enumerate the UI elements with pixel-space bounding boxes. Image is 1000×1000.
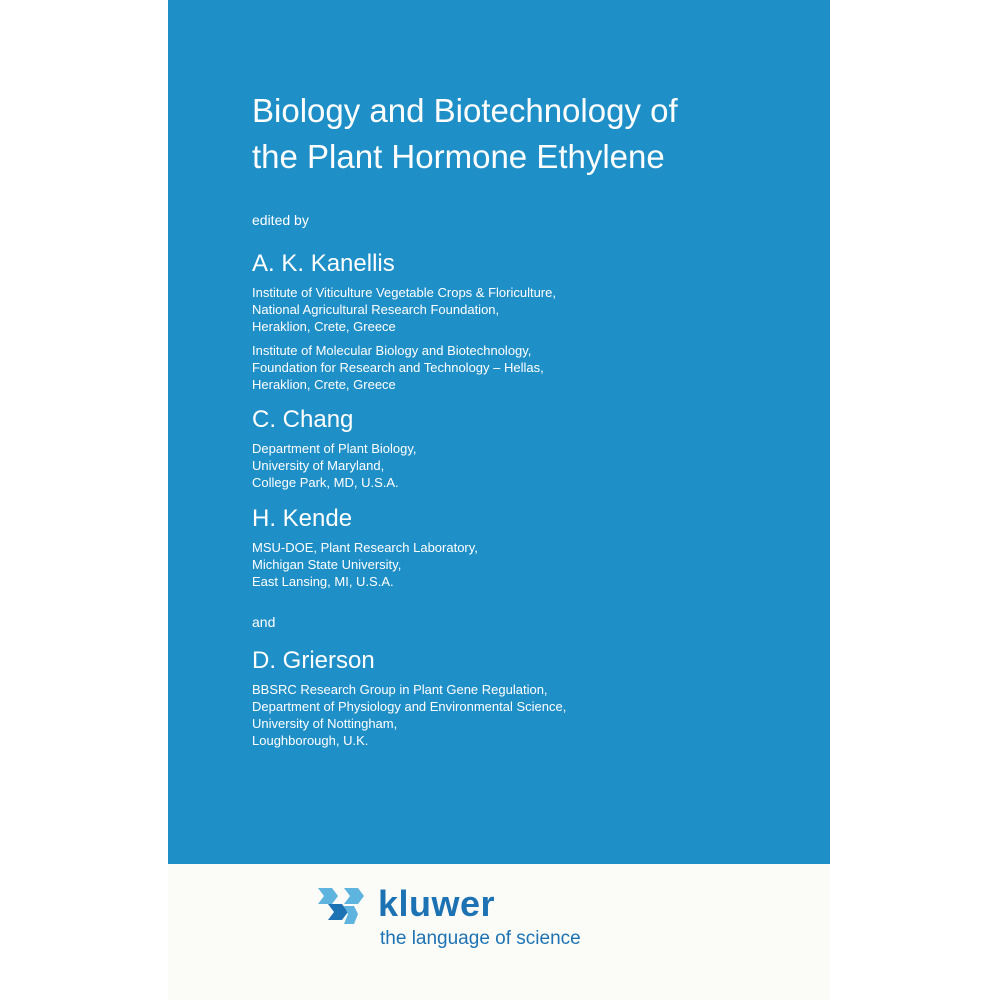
and-conjunction: and bbox=[252, 614, 276, 630]
affiliation-line: MSU-DOE, Plant Research Laboratory, bbox=[252, 540, 478, 555]
affiliation-line: Loughborough, U.K. bbox=[252, 733, 369, 748]
book-title bbox=[252, 88, 812, 180]
affiliation-line: BBSRC Research Group in Plant Gene Regulation, bbox=[252, 682, 548, 697]
publisher-logo bbox=[318, 880, 618, 960]
affiliation-line: Department of Physiology and Environmental Science, bbox=[252, 699, 567, 714]
editor-block-grierson bbox=[252, 647, 566, 749]
book-cover bbox=[168, 0, 830, 1000]
editor-block-kanellis bbox=[252, 250, 556, 393]
editor-name: C. Chang bbox=[252, 406, 354, 433]
publisher-tagline: the language of science bbox=[380, 928, 581, 949]
editor-affiliation bbox=[252, 342, 556, 393]
editor-block-chang bbox=[252, 406, 417, 491]
kluwer-logo-icon bbox=[318, 882, 364, 928]
affiliation-line: East Lansing, MI, U.S.A. bbox=[252, 574, 394, 589]
editor-name: A. K. Kanellis bbox=[252, 250, 395, 277]
editor-affiliation bbox=[252, 681, 566, 749]
affiliation-line: National Agricultural Research Foundation, bbox=[252, 302, 500, 317]
affiliation-line: Michigan State University, bbox=[252, 557, 402, 572]
affiliation-line: Heraklion, Crete, Greece bbox=[252, 377, 396, 392]
title-line-2: the Plant Hormone Ethylene bbox=[252, 138, 665, 175]
editor-affiliation bbox=[252, 440, 417, 491]
affiliation-line: Heraklion, Crete, Greece bbox=[252, 319, 396, 334]
affiliation-line: Foundation for Research and Technology – Hellas, bbox=[252, 360, 544, 375]
affiliation-line: Department of Plant Biology, bbox=[252, 441, 417, 456]
publisher-name: kluwer bbox=[378, 883, 496, 924]
editor-block-kende bbox=[252, 505, 478, 590]
title-line-1: Biology and Biotechnology of bbox=[252, 92, 678, 129]
affiliation-line: Institute of Viticulture Vegetable Crops & Floriculture, bbox=[252, 285, 556, 300]
affiliation-line: University of Maryland, bbox=[252, 458, 385, 473]
affiliation-line: Institute of Molecular Biology and Biotechnology, bbox=[252, 343, 532, 358]
cover-blue-panel bbox=[168, 0, 830, 864]
edited-by-label: edited by bbox=[252, 212, 309, 228]
editor-name: D. Grierson bbox=[252, 647, 375, 674]
editor-affiliation bbox=[252, 539, 478, 590]
affiliation-line: College Park, MD, U.S.A. bbox=[252, 475, 399, 490]
affiliation-line: University of Nottingham, bbox=[252, 716, 398, 731]
editor-name: H. Kende bbox=[252, 505, 353, 532]
editor-affiliation bbox=[252, 284, 556, 335]
